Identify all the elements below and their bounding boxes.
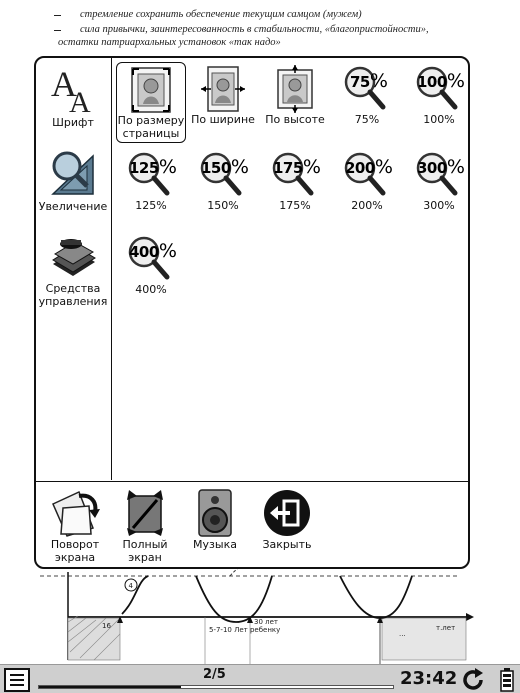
rotate-screen-button[interactable] [40,488,110,564]
close-menu-button[interactable] [252,488,322,551]
zoom-option-125[interactable] [116,148,186,212]
diagram-ellipsis: ... [399,630,406,638]
fullscreen-icon [123,488,167,538]
zoom-option-label: 200% [351,199,383,212]
diagram-age-right: 30 лет [254,618,278,626]
zoom-badge-number: 100 [417,73,447,91]
controls-icon [47,236,99,282]
bullet-dash [54,15,61,16]
speaker-icon [195,488,235,538]
zoom-option-label: 300% [423,199,455,212]
svg-text:A: A [69,86,91,116]
page-indicator: 2/5 [203,667,226,682]
zoom-300-icon: 300% [415,151,463,199]
zoom-badge-number: 175 [273,159,303,177]
zoom-option-75[interactable] [332,62,402,126]
zoom-150-icon: 150% [199,151,247,199]
action-label: Поворот экрана [50,538,100,564]
diagram-circle-number: 4 [128,582,133,590]
fit-height-icon [273,65,317,113]
zoom-200-icon: 200% [343,151,391,199]
zoom-175-icon: 175% [271,151,319,199]
contents-menu-icon[interactable] [4,668,30,692]
menu-item-label: Средства управления [38,282,108,308]
zoom-option-fit-height[interactable] [260,62,330,126]
menu-action-bar [36,481,468,567]
status-bar [0,664,520,693]
document-line: остатки патриархальных установок «так надо» [58,37,281,48]
zoom-option-label: По высоте [265,113,325,126]
zoom-option-150[interactable] [188,148,258,212]
document-line: стремление сохранить обеспечение текущим самцом (мужем) [80,9,362,20]
view-menu-panel [34,56,470,569]
rotate-screen-icon [49,488,101,538]
magnifier-icon [47,148,99,200]
fit-page-icon [129,66,173,114]
action-label: Закрыть [262,538,312,551]
document-line: сила привычки, заинтересованность в стабильности, «благопристойности», [80,24,429,35]
zoom-option-fit-page[interactable] [116,62,186,143]
reading-progress-fill [39,686,181,688]
zoom-options-grid [113,58,470,480]
zoom-option-label: По размеру страницы [117,114,185,140]
zoom-badge-number: 200 [345,159,375,177]
fit-width-icon [201,65,245,113]
zoom-badge-number: 150 [201,159,231,177]
clock: 23:42 [400,668,458,689]
fullscreen-button[interactable] [110,488,180,564]
zoom-100-icon: 100% [415,65,463,113]
zoom-option-label: 125% [135,199,167,212]
zoom-option-400[interactable] [116,232,186,296]
refresh-icon[interactable] [462,668,486,692]
zoom-badge-number: 400 [129,243,159,261]
zoom-option-fit-width[interactable] [188,62,258,126]
zoom-option-label: 75% [354,113,380,126]
zoom-option-label: 100% [423,113,455,126]
reading-progress-bar[interactable] [38,685,394,689]
menu-item-label: Увеличение [38,200,108,213]
font-icon [49,64,97,116]
menu-item-controls[interactable] [36,236,110,308]
action-label: Полный экран [122,538,168,564]
diagram-age-middle: 5-7-10 Лет ребенку [209,626,281,634]
diagram-age-left: 16 [102,622,111,630]
menu-item-zoom[interactable] [36,148,110,213]
zoom-option-label: 150% [207,199,239,212]
zoom-option-300[interactable] [404,148,474,212]
zoom-option-label: По ширине [191,113,255,126]
zoom-400-icon: 400% [127,235,175,283]
close-exit-icon [262,488,312,538]
battery-icon [500,668,514,692]
zoom-option-label: 400% [135,283,167,296]
svg-text:A: A [51,64,77,104]
age-diagram [0,560,520,664]
menu-item-label: Шрифт [52,116,94,129]
zoom-badge-number: 300 [417,159,447,177]
music-button[interactable] [180,488,250,551]
zoom-75-icon: 75% [343,65,391,113]
menu-category-column [36,58,112,480]
diagram-axis-unit: т.лет [436,624,456,632]
zoom-option-label: 175% [279,199,311,212]
zoom-125-icon: 125% [127,151,175,199]
menu-item-font[interactable] [36,64,110,129]
bullet-dash [54,30,61,31]
zoom-option-175[interactable] [260,148,330,212]
zoom-badge-number: 125 [129,159,159,177]
zoom-option-100[interactable] [404,62,474,126]
action-label: Музыка [193,538,237,551]
zoom-option-200[interactable] [332,148,402,212]
zoom-badge-number: 75 [350,73,370,91]
